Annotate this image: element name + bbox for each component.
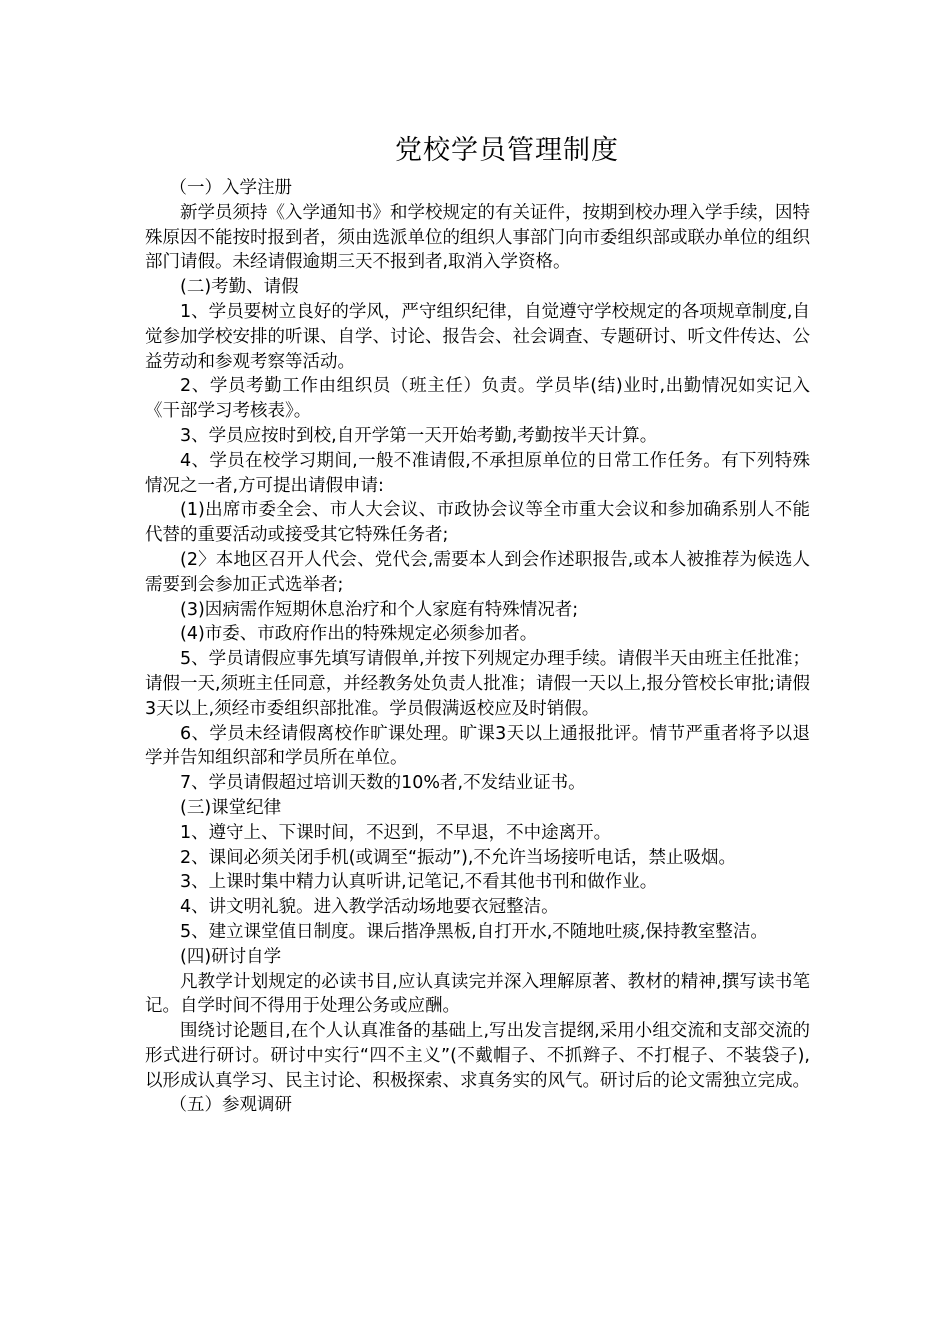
paragraph-attendance-4-item-3: (3)因病需作短期休息治疗和个人家庭有特殊情况者; xyxy=(180,599,579,620)
section-heading-attendance: (二)考勤、请假 xyxy=(180,277,299,298)
paragraph-attendance-6: 6、学员未经请假离校作旷课处理。旷课3天以上通报批评。情节严重者将予以退学并告知组织部和学员所在单位。 xyxy=(145,723,810,769)
paragraph-attendance-1: 1、学员要树立良好的学风，严守组织纪律，自觉遵守学校规定的各项规章制度,自觉参加学校安排的听课、自学、讨论、报告会、社会调查、专题研讨、听文件传达、公益劳动和参观考察等活动。 xyxy=(145,301,810,372)
section-heading-classroom: (三)课堂纪律 xyxy=(180,797,282,818)
paragraph-classroom-4: 4、讲文明礼貌。进入教学活动场地要衣冠整洁。 xyxy=(180,897,559,918)
paragraph-attendance-7: 7、学员请假超过培训天数的10%者,不发结业证书。 xyxy=(180,773,586,794)
paragraph-attendance-4-item-2: (2〉本地区召开人代会、党代会,需要本人到会作述职报告,或本人被推荐为候选人需要到会参加正式选举者; xyxy=(145,549,810,595)
paragraph-attendance-4: 4、学员在校学习期间,一般不准请假,不承担原单位的日常工作任务。有下列特殊情况之一者,方可提出请假申请: xyxy=(145,450,810,496)
section-heading-enrollment: （一）入学注册 xyxy=(169,178,292,198)
paragraph-study-1: 凡教学计划规定的必读书目,应认真读完并深入理解原著、教材的精神,撰写读书笔记。自学时间不得用于处理公务或应酬。 xyxy=(145,971,810,1017)
document-title: 党校学员管理制度 xyxy=(395,135,619,166)
paragraph-attendance-4-item-1: (1)出席市委全会、市人大会议、市政协会议等全市重大会议和参加确系别人不能代替的重要活动或接受其它特殊任务者; xyxy=(145,500,810,546)
section-heading-study: (四)研讨自学 xyxy=(180,946,282,967)
paragraph-attendance-5: 5、学员请假应事先填写请假单,并按下列规定办理手续。请假半天由班主任批准；请假一天,须班主任同意，并经教务处负责人批准；请假一天以上,报分管校长审批;请假3天以上,须经市委组织部批准。学员假满返校应及时销假。 xyxy=(145,649,810,719)
paragraph-enrollment: 新学员须持《入学通知书》和学校规定的有关证件，按期到校办理入学手续，因特殊原因不能按时报到者，须由选派单位的组织人事部门向市委组织部或联办单位的组织部门请假。未经请假逾期三天不报到者,取消入学资格。 xyxy=(145,202,810,273)
paragraph-classroom-2: 2、课间必须关闭手机(或调至“振动”),不允许当场接听电话，禁止吸烟。 xyxy=(180,847,736,868)
paragraph-classroom-3: 3、上课时集中精力认真听讲,记笔记,不看其他书刊和做作业。 xyxy=(180,872,658,893)
paragraph-attendance-3: 3、学员应按时到校,自开学第一天开始考勤,考勤按半天计算。 xyxy=(180,425,658,446)
document-body xyxy=(145,176,810,1118)
section-heading-visits: （五）参观调研 xyxy=(169,1095,292,1116)
paragraph-attendance-4-item-4: (4)市委、市政府作出的特殊规定必须参加者。 xyxy=(180,624,538,645)
paragraph-attendance-2: 2、学员考勤工作由组织员（班主任）负责。学员毕(结)业时,出勤情况如实记入《干部学习考核表》。 xyxy=(145,376,810,422)
paragraph-study-2: 围绕讨论题目,在个人认真准备的基础上,写出发言提纲,采用小组交流和支部交流的形式进行研讨。研讨中实行“四不主义”(不戴帽子、不抓辫子、不打棍子、不装袋子),以形成认真学习、民主讨论、积极探索、求真务实的风气。研讨后的论文需独立完成。 xyxy=(145,1021,810,1091)
paragraph-classroom-5: 5、建立课堂值日制度。课后揩净黑板,自打开水,不随地吐痰,保持教室整洁。 xyxy=(180,921,768,942)
paragraph-classroom-1: 1、遵守上、下课时间，不迟到，不早退，不中途离开。 xyxy=(180,822,612,843)
